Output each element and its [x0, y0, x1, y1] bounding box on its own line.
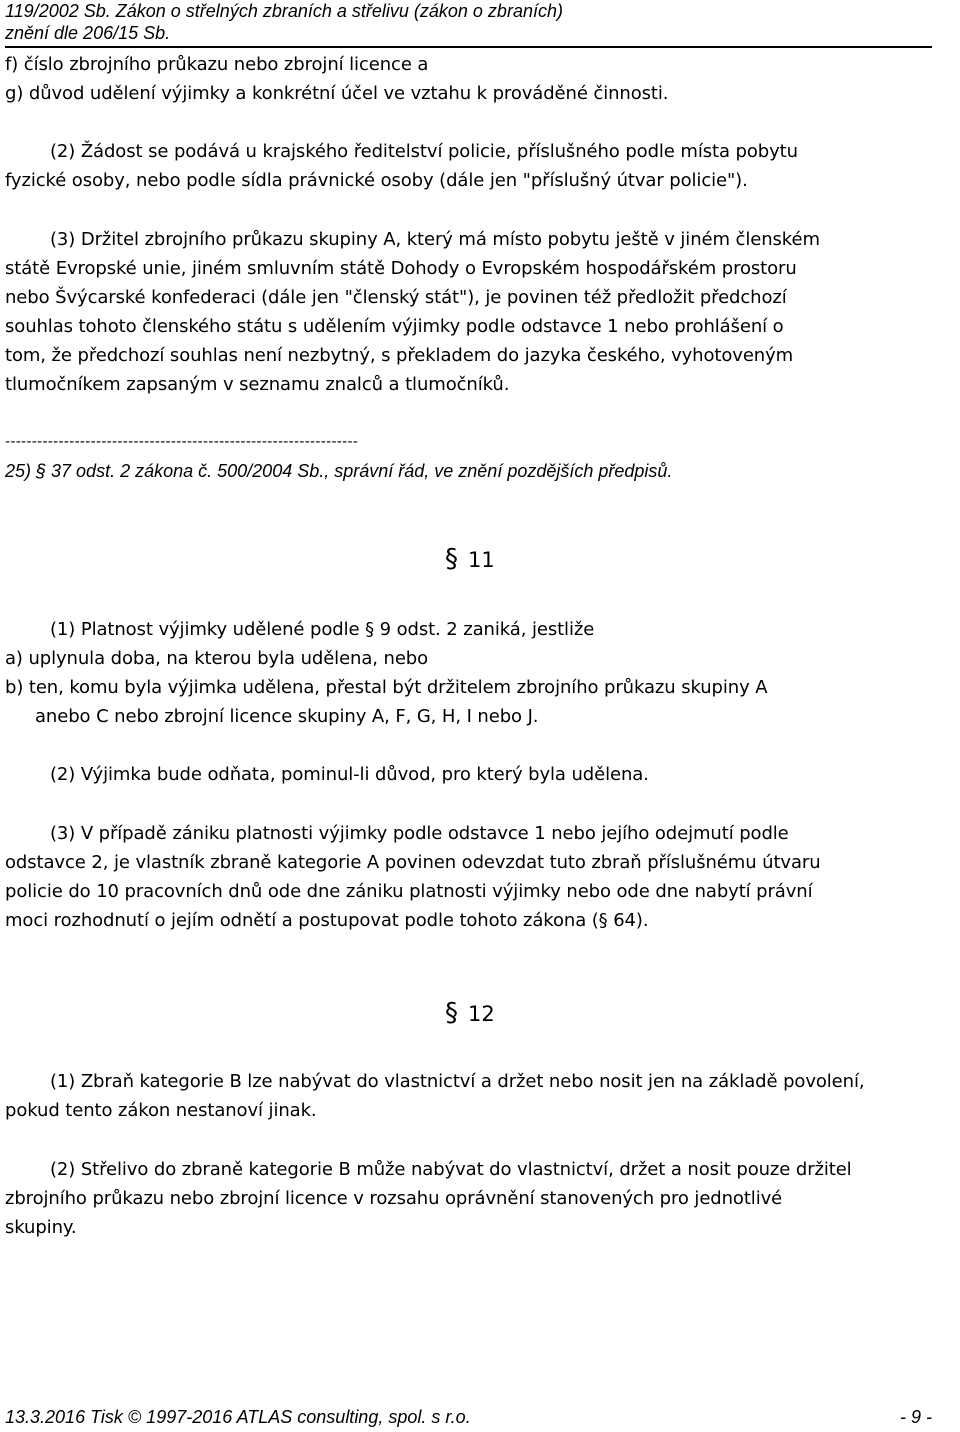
header-law-title: 119/2002 Sb. Zákon o střelných zbraních a střelivu (zákon o zbraních)	[5, 1, 563, 21]
section-symbol: §	[445, 998, 458, 1028]
section-12-line: (1) Zbraň kategorie B lze nabývat do vlastnictví a držet nebo nosit jen na základě povolení,	[50, 1071, 865, 1092]
section-11-item-a: a) uplynula doba, na kterou byla udělena, nebo	[5, 648, 429, 669]
section-11-line: moci rozhodnutí o jejím odnětí a postupovat podle tohoto zákona (§ 64).	[5, 910, 649, 931]
section-12-line: zbrojního průkazu nebo zbrojní licence v rozsahu oprávnění stanovených pro jednotlivé	[5, 1188, 783, 1209]
section-11-line: policie do 10 pracovních dnů ode dne zániku platnosti výjimky nebo ode dne nabytí právní	[5, 881, 813, 902]
footnote-25: 25) § 37 odst. 2 zákona č. 500/2004 Sb., správní řád, ve znění pozdějších předpisů.	[5, 461, 673, 481]
section-12-heading	[445, 998, 495, 1029]
section-11-item-b: b) ten, komu byla výjimka udělena, přestal být držitelem zbrojního průkazu skupiny A	[5, 677, 768, 698]
section-12-line: (2) Střelivo do zbraně kategorie B může nabývat do vlastnictví, držet a nosit pouze držitel	[50, 1159, 852, 1180]
paragraph-2-line: (2) Žádost se podává u krajského ředitelství policie, příslušného podle místa pobytu	[50, 141, 798, 162]
section-number: 11	[468, 548, 495, 572]
footnote-rule: ------------------------------------------------------------------	[5, 434, 359, 450]
paragraph-2-line: fyzické osoby, nebo podle sídla právnické osoby (dále jen "příslušný útvar policie").	[5, 170, 748, 191]
paragraph-3-line: tom, že předchozí souhlas není nezbytný, s překladem do jazyka českého, vyhotoveným	[5, 345, 794, 366]
paragraph-3-line: státě Evropské unie, jiném smluvním státě Dohody o Evropském hospodářském prostoru	[5, 258, 797, 279]
section-symbol: §	[445, 544, 458, 574]
paragraph-3-line: nebo Švýcarské konfederaci (dále jen "členský stát"), je povinen též předložit předchozí	[5, 287, 787, 308]
paragraph-3-line: tlumočníkem zapsaným v seznamu znalců a tlumočníků.	[5, 374, 510, 395]
section-12-line: pokud tento zákon nestanoví jinak.	[5, 1100, 317, 1121]
footer-copyright: 13.3.2016 Tisk © 1997-2016 ATLAS consulting, spol. s r.o.	[5, 1407, 471, 1427]
section-11-item-b-cont: anebo C nebo zbrojní licence skupiny A, F, G, H, I nebo J.	[35, 706, 539, 727]
paragraph-3-line: souhlas tohoto členského státu s udělením výjimky podle odstavce 1 nebo prohlášení o	[5, 316, 784, 337]
paragraph-3-line: (3) Držitel zbrojního průkazu skupiny A, který má místo pobytu ještě v jiném členském	[50, 229, 820, 250]
item-f: f) číslo zbrojního průkazu nebo zbrojní licence a	[5, 54, 429, 75]
section-number: 12	[468, 1002, 495, 1026]
page-footer	[5, 1406, 932, 1428]
header-version: znění dle 206/15 Sb.	[5, 23, 171, 43]
item-g: g) důvod udělení výjimky a konkrétní účel ve vztahu k prováděné činnosti.	[5, 83, 669, 104]
section-11-line: (3) V případě zániku platnosti výjimky podle odstavce 1 nebo jejího odejmutí podle	[50, 823, 789, 844]
page-number: - 9 -	[899, 1407, 932, 1427]
section-11-line: (1) Platnost výjimky udělené podle § 9 odst. 2 zaniká, jestliže	[50, 619, 595, 640]
section-11-line: odstavce 2, je vlastník zbraně kategorie A povinen odevzdat tuto zbraň příslušnému útvaru	[5, 852, 821, 873]
section-11-heading	[445, 544, 495, 575]
section-11-line: (2) Výjimka bude odňata, pominul-li důvod, pro který byla udělena.	[50, 764, 649, 785]
page-header	[5, 0, 932, 48]
section-12-line: skupiny.	[5, 1217, 77, 1238]
